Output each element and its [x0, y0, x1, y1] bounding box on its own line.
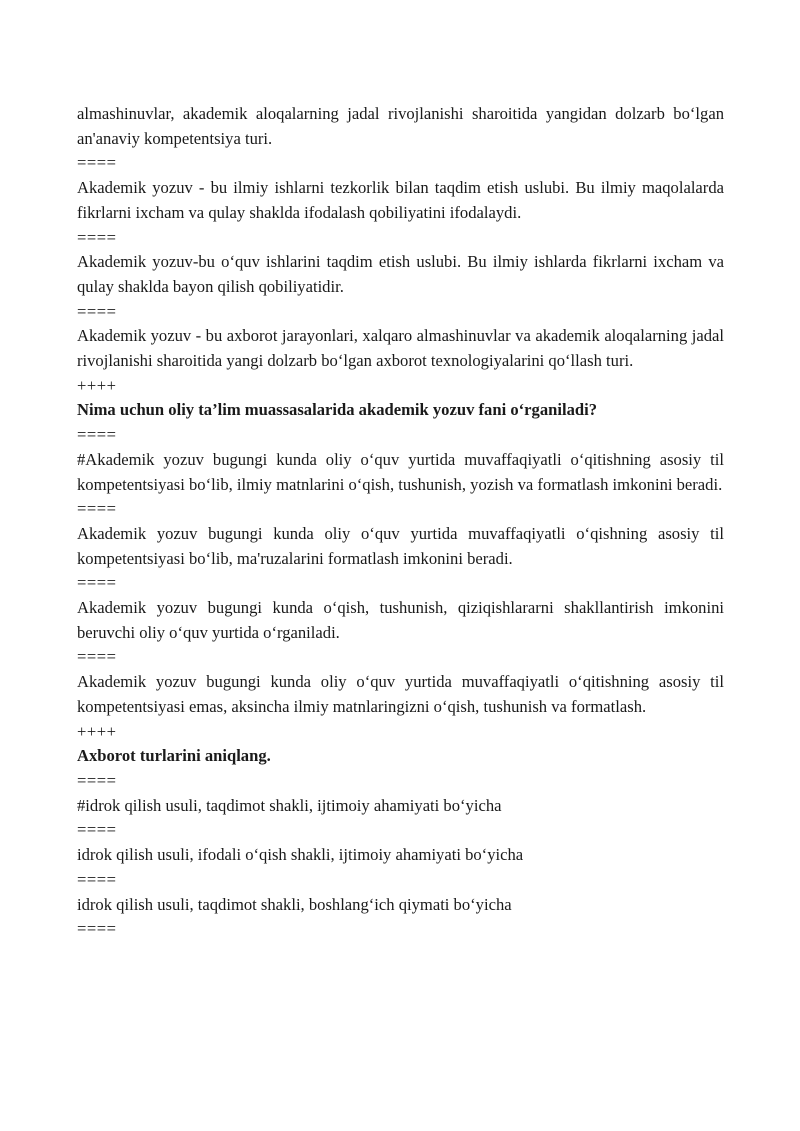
separator: ====: [77, 919, 117, 939]
separator: ====: [77, 770, 117, 790]
separator: ====: [77, 499, 117, 519]
answer-option: Akademik yozuv - bu ilmiy ishlarni tezkorlik bilan taqdim etish uslubi. Bu ilmiy maqolalarda fikrlarni ixcham va qulay shaklda ifodalash qobiliyatini ifodalaydi.: [77, 178, 724, 222]
question-separator: ++++: [77, 375, 117, 395]
separator: ====: [77, 869, 117, 889]
answer-option: #idrok qilish usuli, taqdimot shakli, ijtimoiy ahamiyati bo‘yicha: [77, 795, 502, 815]
answer-option: almashinuvlar, akademik aloqalarning jadal rivojlanishi sharoitida yangidan dolzarb bo‘lgan an'anaviy kompetentsiya turi.: [77, 104, 724, 148]
separator: ====: [77, 227, 117, 247]
answer-option: #Akademik yozuv bugungi kunda oliy o‘quv yurtida muvaffaqiyatli o‘qitishning asosiy til kompetentsiyasi bo‘lib, ilmiy matnlarini o‘qish, tushunish, yozish va formatlash imkonini beradi.: [77, 449, 724, 494]
answer-option: Akademik yozuv bugungi kunda oliy o‘quv yurtida muvaffaqiyatli o‘qishning asosiy til kompetentsiyasi bo‘lib, ma'ruzalarini formatlash imkonini beradi.: [77, 523, 724, 568]
answer-option: idrok qilish usuli, ifodali o‘qish shakli, ijtimoiy ahamiyati bo‘yicha: [77, 845, 524, 865]
answer-option: Akademik yozuv-bu o‘quv ishlarini taqdim etish uslubi. Bu ilmiy ishlarda fikrlarni ixcham va qulay shaklda bayon qilish qobiliyatidir.: [77, 252, 724, 296]
question-heading: Axborot turlarini aniqlang.: [77, 746, 271, 766]
separator: ====: [77, 153, 117, 173]
question-heading: Nima uchun oliy ta’lim muassasalarida akademik yozuv fani o‘rganiladi?: [77, 400, 597, 420]
separator: ====: [77, 301, 117, 321]
answer-option: Akademik yozuv bugungi kunda o‘qish, tushunish, qiziqishlararni shakllantirish imkonini beruvchi oliy o‘quv yurtida o‘rganiladi.: [77, 598, 724, 642]
separator: ====: [77, 425, 117, 445]
question-separator: ++++: [77, 721, 117, 741]
separator: ====: [77, 820, 117, 840]
answer-option: Akademik yozuv bugungi kunda oliy o‘quv yurtida muvaffaqiyatli o‘qitishning asosiy til kompetentsiyasi emas, aksincha ilmiy matnlaringizni o‘qish, tushunish va formatlash.: [77, 672, 724, 716]
separator: ====: [77, 573, 117, 593]
answer-option: Akademik yozuv - bu axborot jarayonlari, xalqaro almashinuvlar va akademik aloqalarning jadal rivojlanishi sharoitida yangi dolzarb bo‘lgan axborot texnologiyalarini qo‘llash turi.: [77, 326, 724, 371]
separator: ====: [77, 647, 117, 667]
answer-option: idrok qilish usuli, taqdimot shakli, boshlang‘ich qiymati bo‘yicha: [77, 894, 512, 914]
